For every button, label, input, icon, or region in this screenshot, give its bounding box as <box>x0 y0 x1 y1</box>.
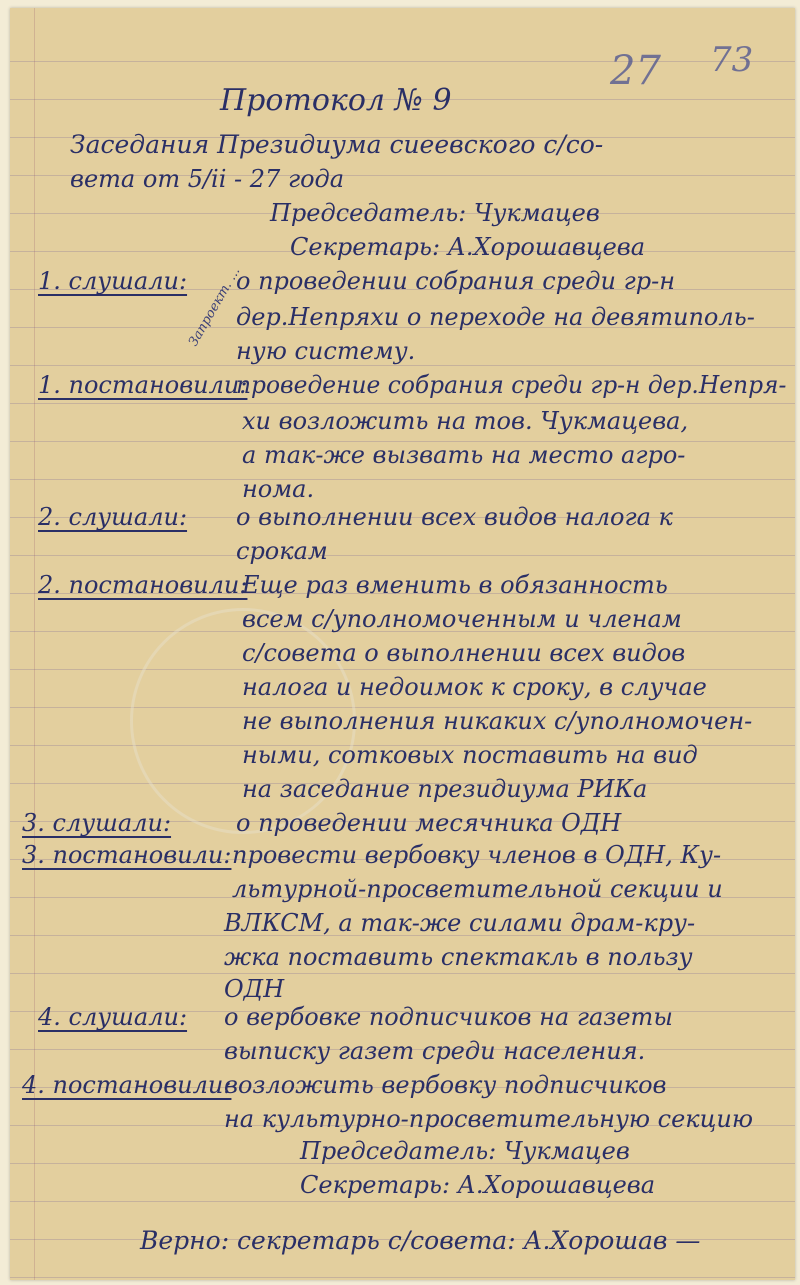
archive-folio-number: 27 <box>610 48 661 94</box>
agenda-label: 4. слушали: <box>38 1003 188 1031</box>
resolution-text: а так-же вызвать на место агро- <box>242 441 686 469</box>
resolution-text: налога и недоимок к сроку, в случае <box>242 673 707 701</box>
verification-line: Верно: секретарь с/совета: А.Хорошав — <box>140 1226 701 1255</box>
chairman-signature-line: Председатель: Чукмацев <box>300 1137 630 1165</box>
resolution-text: нома. <box>242 475 315 503</box>
agenda-text: о выполнении всех видов налога к <box>236 503 673 531</box>
resolution-label: 4. постановили: <box>22 1071 232 1099</box>
resolution-text: возложить вербовку подписчиков <box>224 1071 667 1099</box>
resolution-label: 2. постановили: <box>38 571 248 599</box>
chairman-line: Председатель: Чукмацев <box>270 199 600 227</box>
archive-sheet-number: 73 <box>710 40 754 80</box>
resolution-text: на культурно-просветительную секцию <box>224 1105 753 1133</box>
secretary-signature-line: Секретарь: А.Хорошавцева <box>300 1171 656 1199</box>
resolution-label: 1. постановили: <box>38 371 248 399</box>
agenda-label: 2. слушали: <box>38 503 188 531</box>
resolution-text: на заседание президиума РИКа <box>242 775 648 803</box>
resolution-text: провести вербовку членов в ОДН, Ку- <box>232 841 722 869</box>
agenda-label: 1. слушали: <box>38 267 188 295</box>
resolution-text: Еще раз вменить в обязанность <box>242 571 668 599</box>
margin-note: Запроект. ... <box>186 264 244 349</box>
resolution-text: не выполнения никаких с/уполномочен- <box>242 707 753 735</box>
header-line: вета от 5/ii - 27 года <box>70 165 345 193</box>
agenda-text: выписку газет среди населения. <box>224 1037 646 1065</box>
agenda-text: ную систему. <box>236 337 416 365</box>
resolution-text: льтурной-просветительной секции и <box>232 875 723 903</box>
agenda-text: о проведении месячника ОДН <box>236 809 622 837</box>
resolution-text: ВЛКСМ, а так-же силами драм-кру- <box>224 909 696 937</box>
agenda-label: 3. слушали: <box>22 809 172 837</box>
resolution-text: проведение собрания среди гр-н дер.Непря- <box>236 371 787 399</box>
agenda-text: о проведении собрания среди гр-н <box>236 267 675 295</box>
agenda-text: срокам <box>236 537 328 565</box>
resolution-text: с/совета о выполнении всех видов <box>242 639 686 667</box>
agenda-text: о вербовке подписчиков на газеты <box>224 1003 673 1031</box>
resolution-label: 3. постановили: <box>22 841 232 869</box>
document-page <box>10 8 795 1280</box>
resolution-text: ОДН <box>224 975 285 1003</box>
resolution-text: всем с/уполномоченным и членам <box>242 605 682 633</box>
secretary-line: Секретарь: А.Хорошавцева <box>290 233 646 261</box>
resolution-text: ными, сотковых поставить на вид <box>242 741 698 769</box>
header-line: Заседания Президиума сиеевского с/со- <box>70 130 604 159</box>
resolution-text: жка поставить спектакль в пользу <box>224 943 693 971</box>
resolution-text: хи возложить на тов. Чукмацева, <box>242 407 689 435</box>
document-title: Протокол № 9 <box>220 83 452 118</box>
agenda-text: дер.Непряхи о переходе на девятиполь- <box>236 303 755 331</box>
